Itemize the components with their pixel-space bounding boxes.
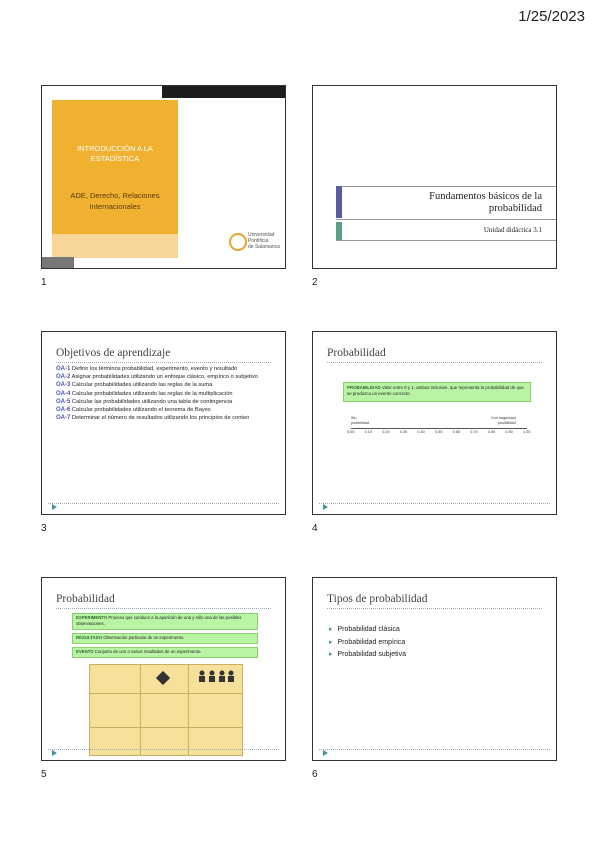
list-item: ▸ Probabilidad subjetiva: [329, 649, 406, 662]
slide-3-thumbnail[interactable]: [41, 331, 286, 515]
slide-5-thumbnail[interactable]: [41, 577, 286, 761]
slide-heading: Objetivos de aprendizaje: [56, 347, 171, 359]
list-item: ▸ Probabilidad clásica: [329, 624, 406, 637]
title-accent-bar: [336, 186, 342, 218]
probability-types-list: [329, 624, 406, 662]
table-divider: [140, 665, 141, 755]
scale-tick-label: 0.00: [347, 430, 355, 434]
play-arrow-icon: [323, 504, 328, 510]
university-logo-text: Universidad Pontificia de Salamanca: [248, 232, 280, 250]
corner-decoration: [42, 257, 74, 268]
definition-box-experiment: EXPERIMENTO Proceso que conduce a la aparición de una y sólo una de las posibles observaciones.: [72, 613, 258, 630]
subtitle-accent-bar: [336, 222, 342, 240]
objective-item: OA-4 Calcular probabilidades utilizando las reglas de la multiplicación: [56, 390, 233, 397]
scale-tick-label: 0.90: [505, 430, 513, 434]
slide-6-thumbnail[interactable]: [312, 577, 557, 761]
objective-item: OA-7 Determinar el número de resultados utilizando los principios de conteo: [56, 415, 250, 422]
slide-number: 5: [41, 769, 47, 780]
title-panel: [52, 100, 178, 234]
scale-left-label: Sin posibilidad: [351, 416, 369, 425]
die-icon: [156, 671, 170, 685]
play-arrow-icon: [52, 504, 57, 510]
example-table-image: [89, 664, 243, 756]
course-subtitle: ADE, Derecho, Relaciones Internacionales: [70, 191, 160, 211]
scale-right-label: Con seguridad posibilidad: [491, 416, 516, 425]
top-bar-decoration: [162, 86, 286, 98]
university-seal-icon: [229, 233, 247, 251]
slide-number: 4: [312, 523, 318, 534]
heading-divider: [327, 362, 542, 363]
play-arrow-icon: [52, 750, 57, 756]
scale-tick-label: 0.30: [399, 430, 408, 434]
objective-item: OA-1 Definir los términos probabilidad, experimento, evento y resultado: [56, 366, 238, 372]
objective-item: OA-2 Asignar probabilidades utilizando un enfoque clásico, empírico o subjetivo: [56, 374, 258, 381]
scale-tick-label: 0.50: [435, 430, 443, 434]
slide-heading: Tipos de probabilidad: [327, 593, 428, 605]
scale-tick-label: 1.00: [523, 430, 531, 434]
definition-box-result: RESULTADO Observación particular de un experimento.: [72, 633, 258, 644]
list-item: ▸ Probabilidad empírica: [329, 637, 406, 650]
slide-heading: Probabilidad: [56, 593, 115, 605]
objective-item: OA-3 Calcular probabilidades utilizando las reglas de la suma: [56, 382, 213, 389]
play-arrow-icon: [323, 750, 328, 756]
footer-divider: [319, 503, 550, 504]
slide-heading: Probabilidad: [327, 347, 386, 359]
slide-1-thumbnail[interactable]: [41, 85, 286, 269]
objective-item: OA-5 Calcular las probabilidades utilizando una tabla de contingencia: [56, 398, 233, 405]
footer-divider: [48, 503, 279, 504]
section-subtitle: Unidad didáctica 3.1: [483, 226, 542, 234]
scale-tick-label: 0.20: [382, 430, 390, 434]
slide-number: 6: [312, 769, 318, 780]
course-title: INTRODUCCIÓN A LA ESTADÍSTICA: [77, 144, 153, 163]
objectives-list: [56, 366, 272, 423]
scale-tick-label: 0.70: [470, 430, 478, 434]
heading-divider: [327, 608, 542, 609]
heading-divider: [56, 608, 271, 609]
footer-panel: [52, 234, 178, 258]
table-divider: [90, 693, 242, 694]
slide-2-thumbnail[interactable]: [312, 85, 557, 269]
slide-number: 2: [312, 277, 318, 288]
heading-divider: [56, 362, 271, 363]
scale-tick-label: 0.60: [452, 430, 460, 434]
slide-number: 3: [41, 523, 47, 534]
scale-tick-label: 0.10: [364, 430, 372, 434]
probability-scale: [351, 428, 527, 429]
people-icon: [196, 669, 236, 683]
slide-4-thumbnail[interactable]: [312, 331, 557, 515]
slide-number: 1: [41, 277, 47, 288]
table-divider: [188, 665, 189, 755]
definition-box: PROBABILIDAD Valor entre 0 y 1, ambos inclusive, que representa la probabilidad de que se produzca un evento concreto.: [343, 382, 531, 402]
table-divider: [90, 727, 242, 728]
definition-box-event: EVENTO Conjunto de uno o varios resultados de un experimento.: [72, 647, 258, 658]
section-title: Fundamentos básicos de la probabilidad: [429, 191, 542, 214]
scale-tick-label: 0.40: [417, 430, 425, 434]
footer-divider: [48, 749, 279, 750]
footer-divider: [319, 749, 550, 750]
page-date: 1/25/2023: [518, 8, 585, 25]
objective-item: OA-6 Calcular probabilidades utilizando el teorema de Bayes: [56, 407, 211, 414]
scale-tick-label: 0.80: [487, 430, 496, 434]
